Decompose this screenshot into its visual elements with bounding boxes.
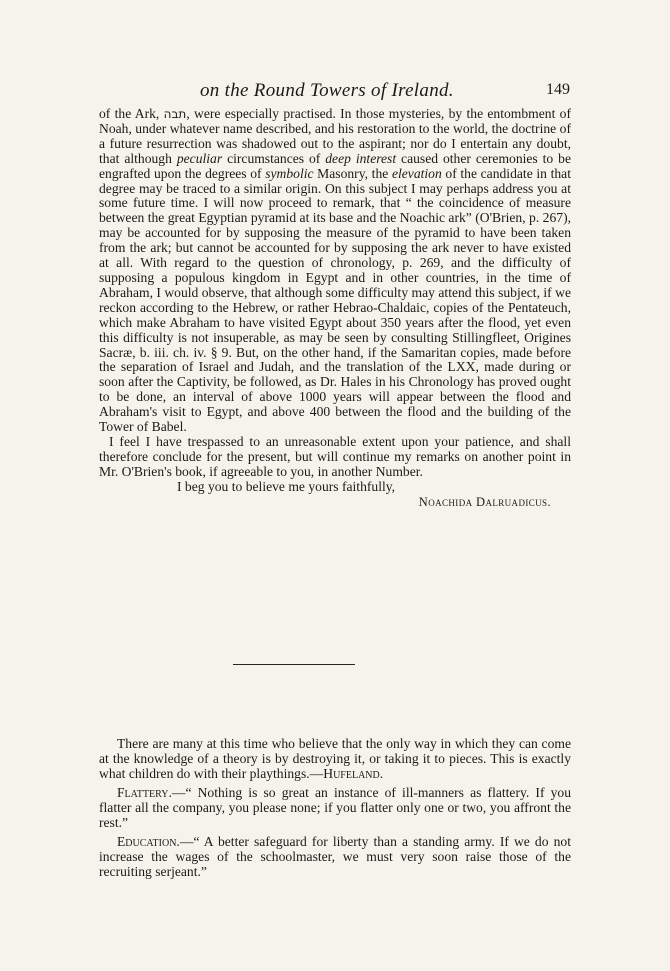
miscellany-section [99, 736, 571, 879]
text-run: , were especially practised. In those mysteries, by the entombment of Noah, under whatever name described, and his restoration to the world, the doctrine of a future resurrection was shadowed out to the aspirant; nor do I entertain any doubt, that although [99, 106, 571, 166]
text-run: of the candidate in that degree may be traced to a similar origin. On this subject I may perhaps address you at some future time. I will now proceed to remark, that “ the coincidence of measure between the great Egyptian pyramid at its base and the Noachic ark” (O'Brien, p. 267), may be accounted for by supposing the measure of the pyramid to have been taken from the ark; but cannot be accounted for by supposing the ark never to have existed at all. With regard to the question of chronology, p. 269, and the difficulty of supposing a populous kingdom in Egypt and in other countries, in the time of Abraham, I would observe, that although some difficulty may attend this subject, if we reckon according to the Hebrew, or rather Hebrao-Chaldaic, copies of the Pentateuch, which make Abraham to have visited Egypt about 350 years after the flood, yet even this difficulty is not insuperable, as may be seen by consulting Stillingfleet, Origines Sacræ, b. iii. ch. iv. § 9. But, on the other hand, if the Samaritan copies, made before the separation of Israel and Judah, and the translation of the LXX, made during or soon after the Captivity, be followed, as Dr. Hales in his Chronology has proved ought to be done, an interval of above 1000 years will appear between the flood and Abraham's visit to Egypt, and above 400 between the flood and the building of the Tower of Babel. [99, 165, 571, 435]
entry-heading: Flattery. [117, 785, 172, 800]
letter-signature: Noachida Dalruadicus. [418, 494, 551, 509]
hebrew-word: תבה [163, 107, 187, 121]
text-run: of the Ark, [99, 106, 164, 121]
italic-term: peculiar [176, 150, 223, 166]
text-run: Masonry, the [313, 165, 392, 181]
miscellany-education [99, 834, 571, 879]
entry-text: —“ Nothing is so great an instance of ill-manners as flattery. If you flatter all the company, you please none; if you flatter only one or two, you affront the rest.” [99, 785, 571, 830]
letter-paragraph: I feel I have trespassed to an unreasonable extent upon your patience, and shall therefore conclude for the present, but will continue my remarks on another point in Mr. O'Brien's book, if agreeable to you, in another Number. [99, 433, 571, 479]
text-run: circumstances of [222, 150, 326, 166]
letter-body [99, 107, 571, 510]
entry-text: —“ A better safeguard for liberty than a standing army. If we do not increase the wages of the schoolmaster, we must very soon raise those of the recruiting serjeant.” [99, 834, 571, 879]
quote-author: Hufeland. [323, 766, 384, 781]
page-header [100, 80, 570, 102]
running-title: on the Round Towers of Ireland. [200, 80, 454, 101]
italic-term: deep interest [325, 150, 397, 166]
letter-closing: I beg you to believe me yours faithfully, [177, 478, 396, 494]
entry-heading: Education. [117, 834, 180, 849]
miscellany-quote [99, 736, 571, 781]
section-divider [233, 664, 355, 665]
text-run: caused other ceremonies to be engrafted upon the degrees of [99, 150, 571, 181]
italic-term: elevation [391, 165, 442, 181]
miscellany-flattery [99, 785, 571, 830]
quote-text: There are many at this time who believe that the only way in which they can come at the knowledge of a theory is by destroying it, or taking it to pieces. This is exactly what children do with their playthings.— [99, 736, 571, 781]
italic-term: symbolic [265, 165, 314, 181]
page-number: 149 [546, 81, 570, 98]
letter-paragraph [99, 107, 571, 435]
